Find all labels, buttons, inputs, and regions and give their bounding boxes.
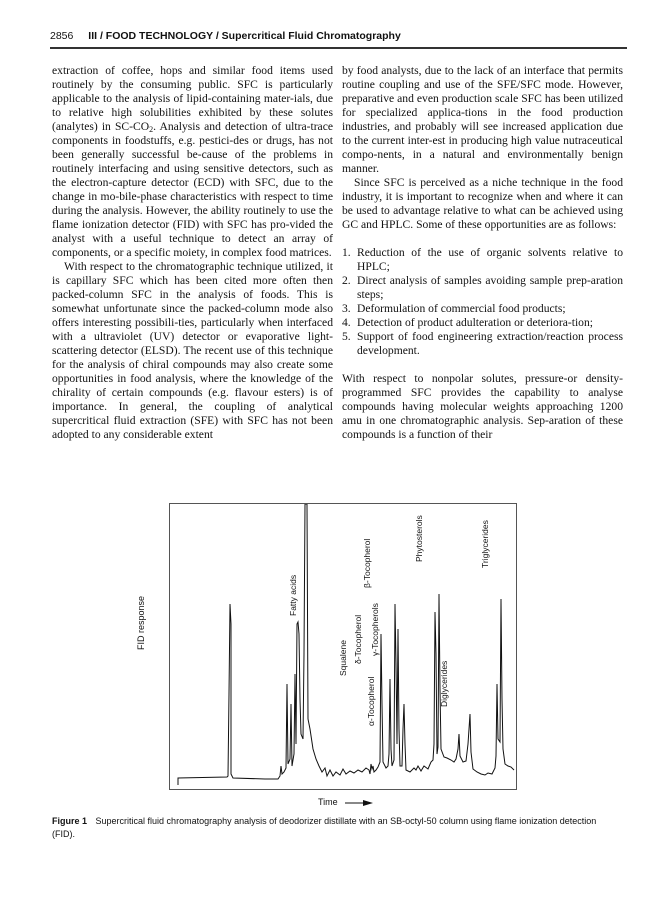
peak-label-diglycerides: Diglycerides [439,660,449,707]
paragraph [52,64,333,260]
figure-label: Figure 1 [52,816,88,826]
chromatogram-figure [169,503,517,790]
list-item [342,330,623,358]
y-axis-label: FID response [136,595,146,650]
peak-label-triglycerides: Triglycerides [480,520,490,568]
x-axis-label [318,797,373,807]
peak-label-beta-tocopherol: β-Tocopherol [362,538,372,588]
list-number: 1. [342,246,351,260]
right-column [342,64,623,442]
peak-label-squalene: Squalene [338,640,348,676]
list-text: Detection of product adulteration or deteriora-tion; [357,316,593,330]
list-item [342,316,623,330]
arrow-right-icon [345,800,373,806]
chromatogram-plot [170,504,516,789]
opportunities-list [342,246,623,358]
text-run: . Analysis and detection of ultra-trace components in foodstuffs, e.g. pestici-des or drugs, has not been generally successful be-cause of the problems in routinely interfacing and using sensitive detectors, such as the electron-capture detector (ECD) with SFC, due to the change in mo-bile-phase characteristics with respect to time during the analysis. However, the ability routinely to use the flame ionization detector (FID) with SFC has pro-vided the analyst with a useful technique to detect an array of components, or a specific moiety, in complex food matrices. [52,120,333,260]
page-number: 2856 [50,30,74,42]
running-title: III / FOOD TECHNOLOGY / Supercritical Fluid Chromatography [88,30,401,42]
list-item [342,246,623,274]
paragraph: With respect to nonpolar solutes, pressure-or density-programmed SFC provides the capability to analyse compounds having molecular weights approaching 1200 amu in one chromatographic analysis. Sep-aration of these compounds is a function of their [342,372,623,442]
subscript: 2 [149,125,154,135]
left-column [52,64,333,442]
list-number: 3. [342,302,351,316]
peak-label-delta-tocopherol: δ-Tocopherol [353,614,363,664]
list-text: Direct analysis of samples avoiding sample prep-aration steps; [357,274,623,302]
list-item [342,302,623,316]
paragraph: by food analysts, due to the lack of an interface that permits routine coupling and use of the SFE/SFC mode. However, preparative and even production scale SFC has been utilized for specialized applica-tions in the food production industries, and probably will see increased application due to the current inter-est in producing high value nutraceutical compo-nents, in a natural and environmentally benign manner. [342,64,623,176]
peak-label-phytosterols: Phytosterols [414,515,424,562]
list-item [342,274,623,302]
list-text: Reduction of the use of organic solvents relative to HPLC; [357,246,623,274]
caption-text: Supercritical fluid chromatography analysis of deodorizer distillate with an SB-octyl-50 column using flame ionization detection (FID). [52,816,597,839]
list-text: Support of food engineering extraction/reaction process development. [357,330,623,358]
figure-caption [52,815,612,840]
list-number: 5. [342,330,351,344]
paragraph: Since SFC is perceived as a niche technique in the food industry, it is important to recognize when and where it can be used to advantage relative to what can be achieved using GC and HPLC. Some of these opportunities are as follows: [342,176,623,232]
header-rule [50,47,627,49]
peak-label-gamma-tocopherols: γ-Tocopherols [370,603,380,656]
running-header [50,30,628,46]
peak-label-fatty-acids: Fatty acids [288,574,298,616]
text-run: extraction of coffee, hops and similar food items used routinely by the consuming public. SFC is particularly applicable to the analysis of lipid-containing mater-ials, due to relative high solubilities exhibited by these solutes (analytes) in SC-CO [52,64,333,134]
list-number: 4. [342,316,351,330]
list-text: Deformulation of commercial food products; [357,302,566,316]
paragraph: With respect to the chromatographic technique utilized, it is capillary SFC which has been cited more often then packed-column SFC in the analysis of foods. This is somewhat unfortunate since the packed-column mode also offers interesting possibili-ties, particularly when interfaced with a ultraviolet (UV) detector or evaporative light-scattering detector (ELSD). The recent use of this technique for the analysis of chiral compounds may also create some opportunities in food analysis, where the knowledge of the chirality of certain compounds (e.g. flavour esters) is of importance. In general, the coupling of analytical supercritical fluid extraction (SFE) with SFC has not been adopted to any considerable extent [52,260,333,442]
x-axis-label-text: Time [318,797,338,807]
peak-label-alpha-tocopherol: α-Tocopherol [366,676,376,726]
list-number: 2. [342,274,351,288]
